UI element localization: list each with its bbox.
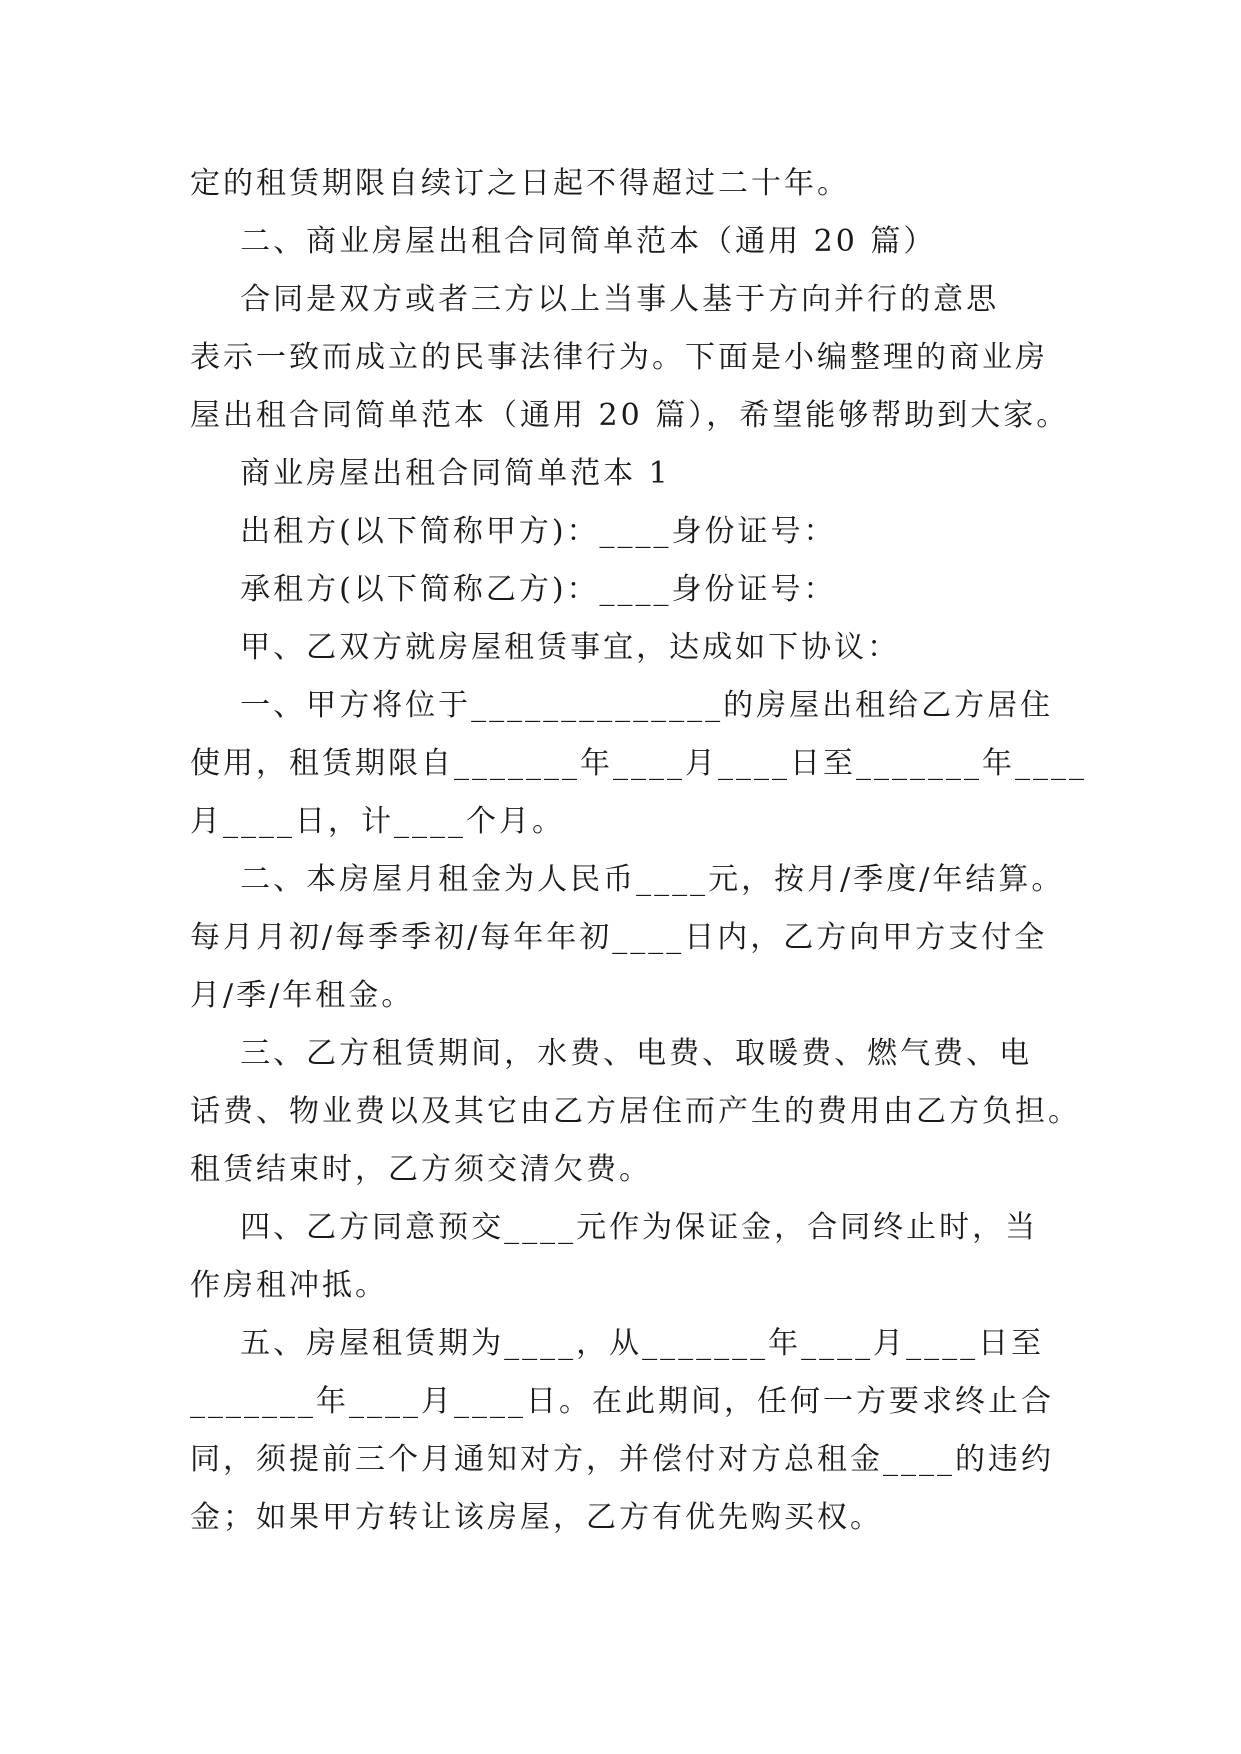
text-line: 三、乙方租赁期间，水费、电费、取暖费、燃气费、电 — [190, 1036, 1033, 1071]
text-line: 作房租冲抵。 — [190, 1268, 388, 1303]
text-line: 五、房屋租赁期为____，从_______年____月____日至 — [190, 1326, 1045, 1361]
text-line: 月/季/年租金。 — [190, 978, 415, 1013]
text-line: 合同是双方或者三方以上当事人基于方向并行的意思 — [190, 282, 1000, 317]
text-line: 四、乙方同意预交____元作为保证金，合同终止时，当 — [190, 1210, 1039, 1245]
text-line: 屋出租合同简单范本（通用 20 篇），希望能够帮助到大家。 — [190, 398, 1070, 433]
document-body — [190, 155, 1087, 1547]
text-line: 使用，租赁期限自_______年____月____日至_______年____ — [190, 746, 1087, 781]
text-line: 甲、乙双方就房屋租赁事宜，达成如下协议： — [190, 630, 901, 665]
text-line: 出租方(以下简称甲方)：____身份证号： — [190, 514, 837, 549]
text-line: 租赁结束时，乙方须交清欠费。 — [190, 1152, 652, 1187]
text-line: 同，须提前三个月通知对方，并偿付对方总租金____的违约 — [190, 1442, 1054, 1477]
text-line: 表示一致而成立的民事法律行为。下面是小编整理的商业房 — [190, 340, 1048, 375]
text-line: 月____日，计____个月。 — [190, 804, 565, 839]
text-line: _______年____月____日。在此期间，任何一方要求终止合 — [190, 1384, 1054, 1419]
contract-title: 商业房屋出租合同简单范本 1 — [190, 456, 671, 491]
section-heading: 二、商业房屋出租合同简单范本（通用 20 篇） — [190, 224, 937, 259]
text-line: 金；如果甲方转让该房屋，乙方有优先购买权。 — [190, 1500, 883, 1535]
text-line: 话费、物业费以及其它由乙方居住而产生的费用由乙方负担。 — [190, 1094, 1081, 1129]
text-line: 定的租赁期限自续订之日起不得超过二十年。 — [190, 166, 850, 201]
text-line: 一、甲方将位于______________的房屋出租给乙方居住 — [190, 688, 1054, 723]
text-line: 二、本房屋月租金为人民币____元，按月/季度/年结算。 — [190, 862, 1065, 897]
text-line: 承租方(以下简称乙方)：____身份证号： — [190, 572, 837, 607]
text-line: 每月月初/每季季初/每年年初____日内，乙方向甲方支付全 — [190, 920, 1048, 955]
